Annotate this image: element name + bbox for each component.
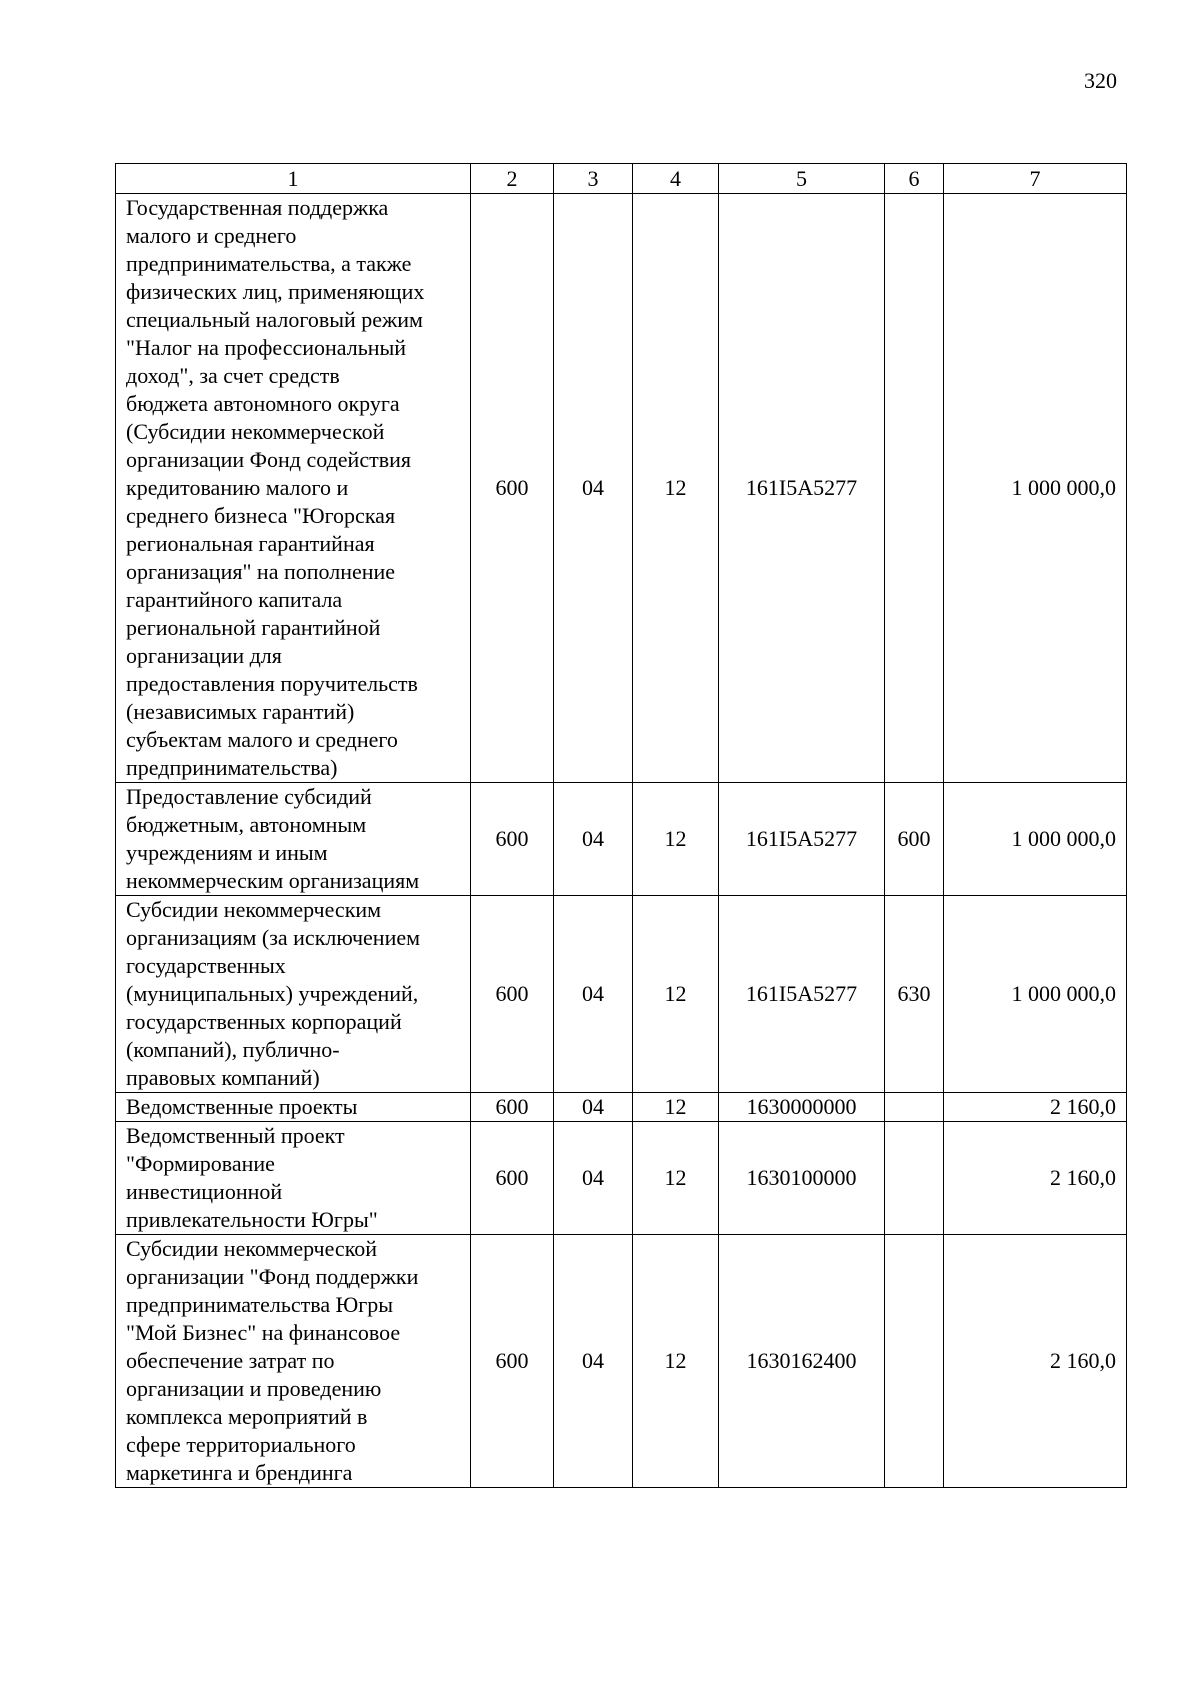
page-number: 320 [1084, 68, 1117, 93]
column-header-1: 1 [116, 164, 471, 194]
column-header-2: 2 [471, 164, 554, 194]
row-section-cell: 04 [554, 783, 633, 896]
row-target-article-cell: 1630100000 [719, 1122, 885, 1235]
row-amount-cell: 2 160,0 [944, 1093, 1127, 1122]
table-row [116, 1235, 1127, 1488]
header-row [116, 164, 1127, 194]
budget-table [115, 163, 1127, 1488]
row-name-cell: Ведомственные проекты [116, 1093, 471, 1122]
row-target-article-cell: 161I5A5277 [719, 194, 885, 783]
row-amount-cell: 1 000 000,0 [944, 783, 1127, 896]
row-expense-type-cell: 600 [885, 783, 944, 896]
row-expense-type-cell: 630 [885, 896, 944, 1093]
row-subsection-cell: 12 [633, 1122, 719, 1235]
row-code-cell: 600 [471, 896, 554, 1093]
table-row [116, 1122, 1127, 1235]
row-section-cell: 04 [554, 1093, 633, 1122]
row-subsection-cell: 12 [633, 896, 719, 1093]
row-amount-cell: 1 000 000,0 [944, 194, 1127, 783]
row-amount-cell: 2 160,0 [944, 1122, 1127, 1235]
row-target-article-cell: 161I5A5277 [719, 783, 885, 896]
row-expense-type-cell [885, 1122, 944, 1235]
row-amount-cell: 1 000 000,0 [944, 896, 1127, 1093]
column-header-5: 5 [719, 164, 885, 194]
row-amount-cell: 2 160,0 [944, 1235, 1127, 1488]
row-expense-type-cell [885, 1093, 944, 1122]
column-header-4: 4 [633, 164, 719, 194]
row-target-article-cell: 1630162400 [719, 1235, 885, 1488]
row-subsection-cell: 12 [633, 1235, 719, 1488]
row-section-cell: 04 [554, 194, 633, 783]
row-name-cell: Субсидии некоммерческой организации "Фонд поддержки предпринимательства Югры "Мой Бизнес" на финансовое обеспечение затрат по организации и проведению комплекса мероприятий в сфере территориального маркетинга и брендинга [116, 1235, 471, 1488]
table-row [116, 1093, 1127, 1122]
row-code-cell: 600 [471, 1093, 554, 1122]
row-name-cell: Государственная поддержка малого и среднего предпринимательства, а также физических лиц, применяющих специальный налоговый режим "Налог на профессиональный доход", за счет средств бюджета автономного округа (Субсидии некоммерческой организации Фонд содействия кредитованию малого и среднего бизнеса "Югорская региональная гарантийная организация" на пополнение гарантийного капитала региональной гарантийной организации для предоставления поручительств (независимых гарантий) субъектам малого и среднего предпринимательства) [116, 194, 471, 783]
table-row [116, 896, 1127, 1093]
row-subsection-cell: 12 [633, 783, 719, 896]
row-target-article-cell: 1630000000 [719, 1093, 885, 1122]
table-body [116, 194, 1127, 1488]
row-code-cell: 600 [471, 194, 554, 783]
row-section-cell: 04 [554, 1235, 633, 1488]
row-section-cell: 04 [554, 896, 633, 1093]
row-name-cell: Субсидии некоммерческим организациям (за исключением государственных (муниципальных) учреждений, государственных корпораций (компаний), публично- правовых компаний) [116, 896, 471, 1093]
row-code-cell: 600 [471, 1235, 554, 1488]
row-expense-type-cell [885, 1235, 944, 1488]
row-expense-type-cell [885, 194, 944, 783]
table-row [116, 783, 1127, 896]
row-section-cell: 04 [554, 1122, 633, 1235]
row-code-cell: 600 [471, 1122, 554, 1235]
row-target-article-cell: 161I5A5277 [719, 896, 885, 1093]
column-header-6: 6 [885, 164, 944, 194]
table-row [116, 194, 1127, 783]
row-name-cell: Предоставление субсидий бюджетным, автономным учреждениям и иным некоммерческим организациям [116, 783, 471, 896]
row-name-cell: Ведомственный проект "Формирование инвестиционной привлекательности Югры" [116, 1122, 471, 1235]
row-subsection-cell: 12 [633, 1093, 719, 1122]
column-header-3: 3 [554, 164, 633, 194]
column-header-7: 7 [944, 164, 1127, 194]
table-header [116, 164, 1127, 194]
row-subsection-cell: 12 [633, 194, 719, 783]
row-code-cell: 600 [471, 783, 554, 896]
